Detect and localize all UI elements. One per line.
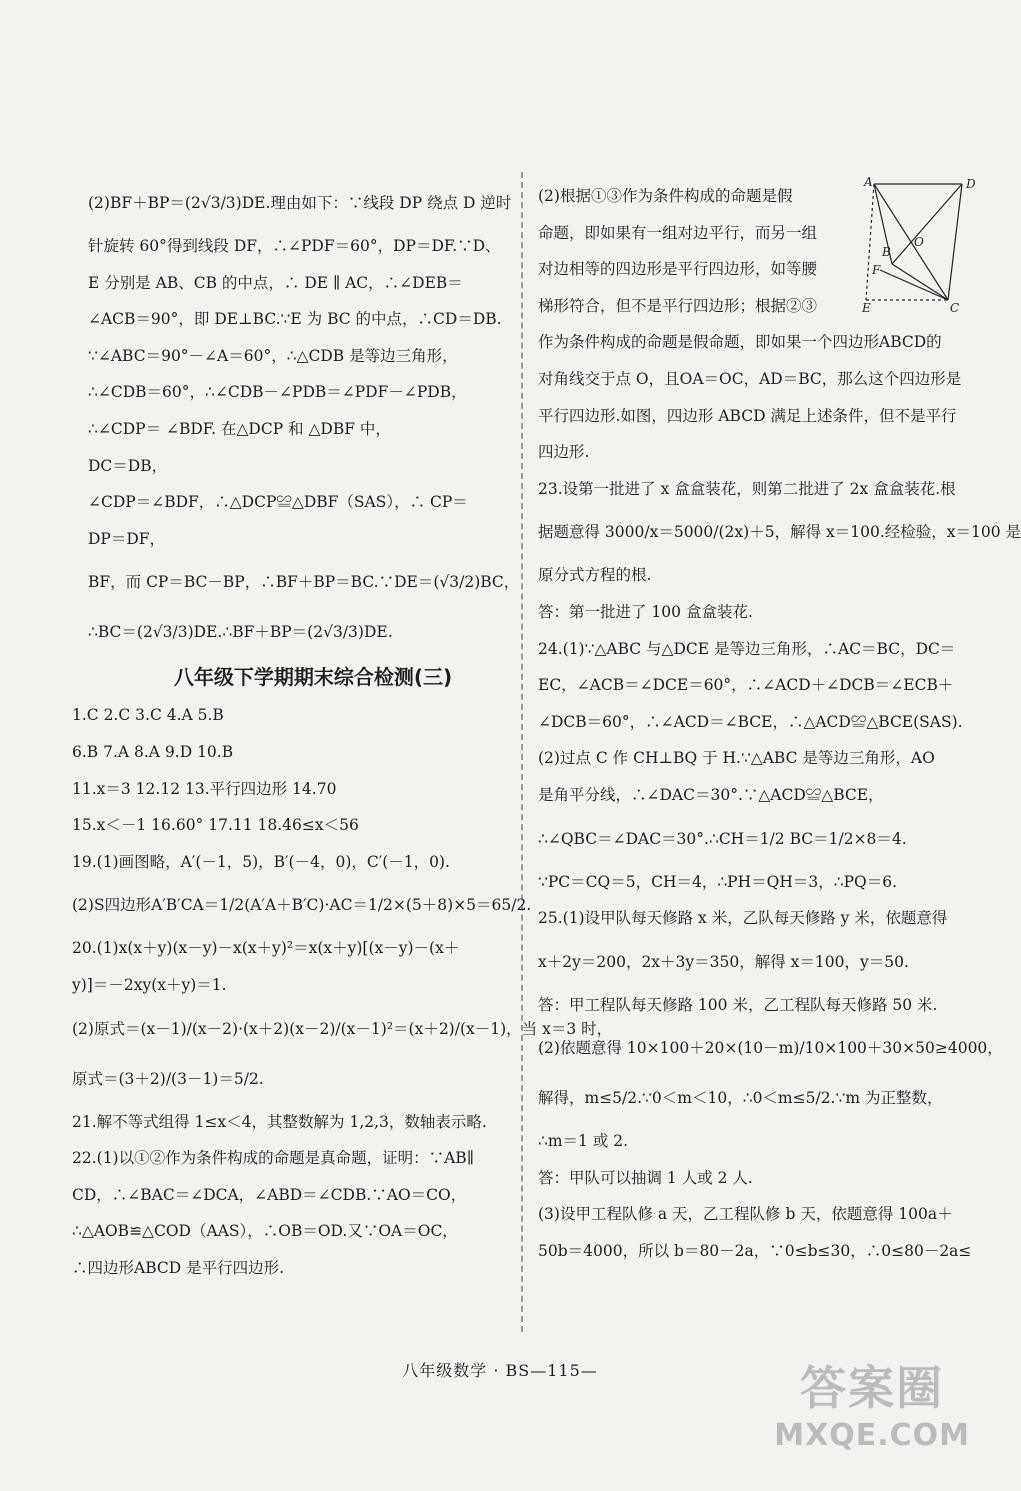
quadrilateral-figure [862, 172, 982, 315]
text-line: ∵PC＝CQ＝5，CH＝4，∴PH＝QH＝3，∴PQ＝6. [538, 872, 897, 891]
text-line: 四边形. [538, 443, 590, 462]
answer-line: ∴△AOB≌△COD（AAS），∴OB＝OD.又∵OA＝OC， [72, 1222, 458, 1241]
label-c: C [950, 301, 960, 315]
text-line: 答：甲工程队每天修路 100 米，乙工程队每天修路 50 米. [538, 995, 938, 1014]
text-line: (2)过点 C 作 CH⊥BQ 于 H.∵△ABC 是等边三角形，AO [538, 749, 935, 768]
text-line: 25.(1)设甲队每天修路 x 米，乙队每天修路 y 米，依题意得 [538, 909, 948, 928]
text-line: ∠DCB＝60°，∴∠ACD＝∠BCE，∴△ACD≌△BCE(SAS). [538, 712, 963, 731]
segment-dc [948, 184, 962, 300]
text-line: 答：甲队可以抽调 1 人或 2 人. [538, 1168, 753, 1187]
label-b: B [882, 245, 891, 259]
answer-line: (2)S四边形A′B′CA＝1/2(A′A＋B′C)·AC＝1/2×(5＋8)×5＝65/2. [72, 896, 532, 915]
text-line: 平行四边形.如图，四边形 ABCD 满足上述条件，但不是平行 [538, 406, 957, 425]
text-line: ∴∠QBC＝∠DAC＝30°.∴CH＝1/2 BC＝1/2×8＝4. [538, 829, 907, 848]
text-line: BF，而 CP＝BC－BP，∴BF＋BP＝BC.∵DE＝(√3/2)BC， [88, 573, 520, 592]
text-line: 据题意得 3000/x＝5000/(2x)＋5，解得 x＝100.经检验，x＝100 是 [538, 523, 1021, 542]
answer-line: 20.(1)x(x＋y)(x－y)－x(x＋y)²＝x(x＋y)[(x－y)－(x＋ [72, 939, 460, 958]
answer-line: 6.B 7.A 8.A 9.D 10.B [72, 742, 234, 761]
label-o: O [914, 235, 924, 249]
text-line: 23.设第一批进了 x 盒盒装花，则第二批进了 2x 盒盒装花.根 [538, 479, 956, 498]
label-d: D [966, 177, 976, 191]
text-line: 梯形符合，但不是平行四边形；根据②③ [538, 296, 818, 315]
text-line: (3)设甲工程队修 a 天，乙工程队修 b 天，依题意得 100a＋ [538, 1205, 953, 1224]
text-line: x＋2y＝200，2x＋3y＝350，解得 x＝100，y＝50. [538, 952, 909, 971]
text-line: (2)根据①③作为条件构成的命题是假 [538, 187, 793, 205]
watermark-title: 答案圈 [800, 1361, 945, 1415]
watermark-logo [774, 1352, 970, 1453]
answer-line: CD，∴∠BAC＝∠DCA，∠ABD＝∠CDB.∵AO＝CO， [72, 1185, 467, 1204]
text-line: ∴∠CDB＝60°，∴∠CDB－∠PDB＝∠PDF－∠PDB， [88, 383, 467, 402]
answer-line: (2)原式＝(x－1)/(x－2)·(x＋2)(x－2)/(x－1)²＝(x＋2)/(x－1)，当 x＝3 时， [72, 1019, 613, 1038]
answer-line: 19.(1)画图略，A′(－1，5)，B′(－4，0)，C′(－1，0). [72, 852, 450, 871]
text-line: 答：第一批进了 100 盒盒装花. [538, 602, 753, 621]
text-line: 命题，即如果有一组对边平行，而另一组 [538, 223, 818, 242]
text-line: 50b＝4000，所以 b＝80－2a，∵0≤b≤30，∴0≤80－2a≤ [538, 1242, 972, 1261]
answer-line: 21.解不等式组得 1≤x＜4，其整数解为 1,2,3，数轴表示略. [72, 1112, 487, 1131]
text-line: 作为条件构成的命题是假命题，即如果一个四边形ABCD的 [538, 333, 942, 352]
column-divider [521, 172, 523, 1332]
answer-line: 原式＝(3＋2)/(3－1)＝5/2. [72, 1069, 264, 1088]
text-line: 解得，m≤5/2.∵0＜m＜10，∴0＜m≤5/2.∵m 为正整数， [538, 1089, 943, 1108]
system-line: DP＝DF， [88, 529, 166, 548]
segment-bc [892, 264, 948, 300]
answer-line: 22.(1)以①②作为条件构成的命题是真命题，证明：∵AB∥ [72, 1149, 474, 1168]
answer-line: 15.x＜－1 16.60° 17.11 18.46≤x＜56 [72, 816, 359, 835]
watermark-url: MXQE.COM [774, 1418, 970, 1453]
text-line: ∴∠CDP＝ ∠BDF. 在△DCP 和 △DBF 中， [88, 419, 391, 438]
text-line: ∴m＝1 或 2. [538, 1132, 629, 1151]
answer-line: ∴四边形ABCD 是平行四边形. [72, 1258, 285, 1277]
text-line: ∴BC＝(2√3/3)DE.∴BF＋BP＝(2√3/3)DE. [88, 623, 393, 642]
label-f: F [872, 263, 881, 277]
text-line: (2)依题意得 10×100＋20×(10－m)/10×100＋30×50≥4000， [538, 1039, 1003, 1058]
text-line: E 分别是 AB、CB 的中点，∴ DE ∥ AC，∴∠DEB＝ [88, 273, 463, 292]
segment-ae [866, 184, 874, 300]
text-line: 对边相等的四边形是平行四边形，如等腰 [538, 260, 818, 279]
text-line: 对角线交于点 O，且OA＝OC，AD＝BC，那么这个四边形是 [538, 369, 962, 388]
text-line: ∵∠ABC＝90°－∠A＝60°，∴△CDB 是等边三角形， [88, 346, 458, 365]
section-heading: 八年级下学期期末综合检测(三) [173, 665, 453, 690]
text-line: EC，∠ACB＝∠DCE＝60°，∴∠ACD＋∠DCB＝∠ECB＋ [538, 676, 954, 695]
label-a: A [864, 175, 873, 189]
answer-line: 1.C 2.C 3.C 4.A 5.B [72, 706, 224, 725]
segment-bd [892, 184, 962, 264]
text-line: (2)BF＋BP＝(2√3/3)DE.理由如下：∵线段 DP 绕点 D 逆时 [88, 194, 512, 212]
text-line: 是角平分线，∴∠DAC＝30°.∵△ACD≌△BCE， [538, 785, 884, 804]
text-line: 24.(1)∵△ABC 与△DCE 是等边三角形，∴AC＝BC，DC＝ [538, 639, 956, 658]
text-line: ∠ACB＝90°，即 DE⊥BC.∵E 为 BC 的中点，∴CD＝DB. [88, 310, 502, 329]
text-line: 针旋转 60°得到线段 DF，∴∠PDF＝60°，DP＝DF.∵D、 [88, 237, 501, 255]
page-footer: 八年级数学 · BS—115— [402, 1361, 598, 1380]
system-line: ∠CDP＝∠BDF，∴△DCP≌△DBF（SAS），∴ CP＝ [88, 493, 468, 512]
label-e: E [862, 301, 871, 315]
right-column [538, 178, 1021, 1270]
answer-line: y)]＝－2xy(x＋y)＝1. [72, 975, 227, 994]
system-line: DC＝DB， [88, 456, 168, 475]
answer-line: 11.x＝3 12.12 13.平行四边形 14.70 [72, 779, 337, 798]
text-line: 原分式方程的根. [538, 566, 652, 585]
